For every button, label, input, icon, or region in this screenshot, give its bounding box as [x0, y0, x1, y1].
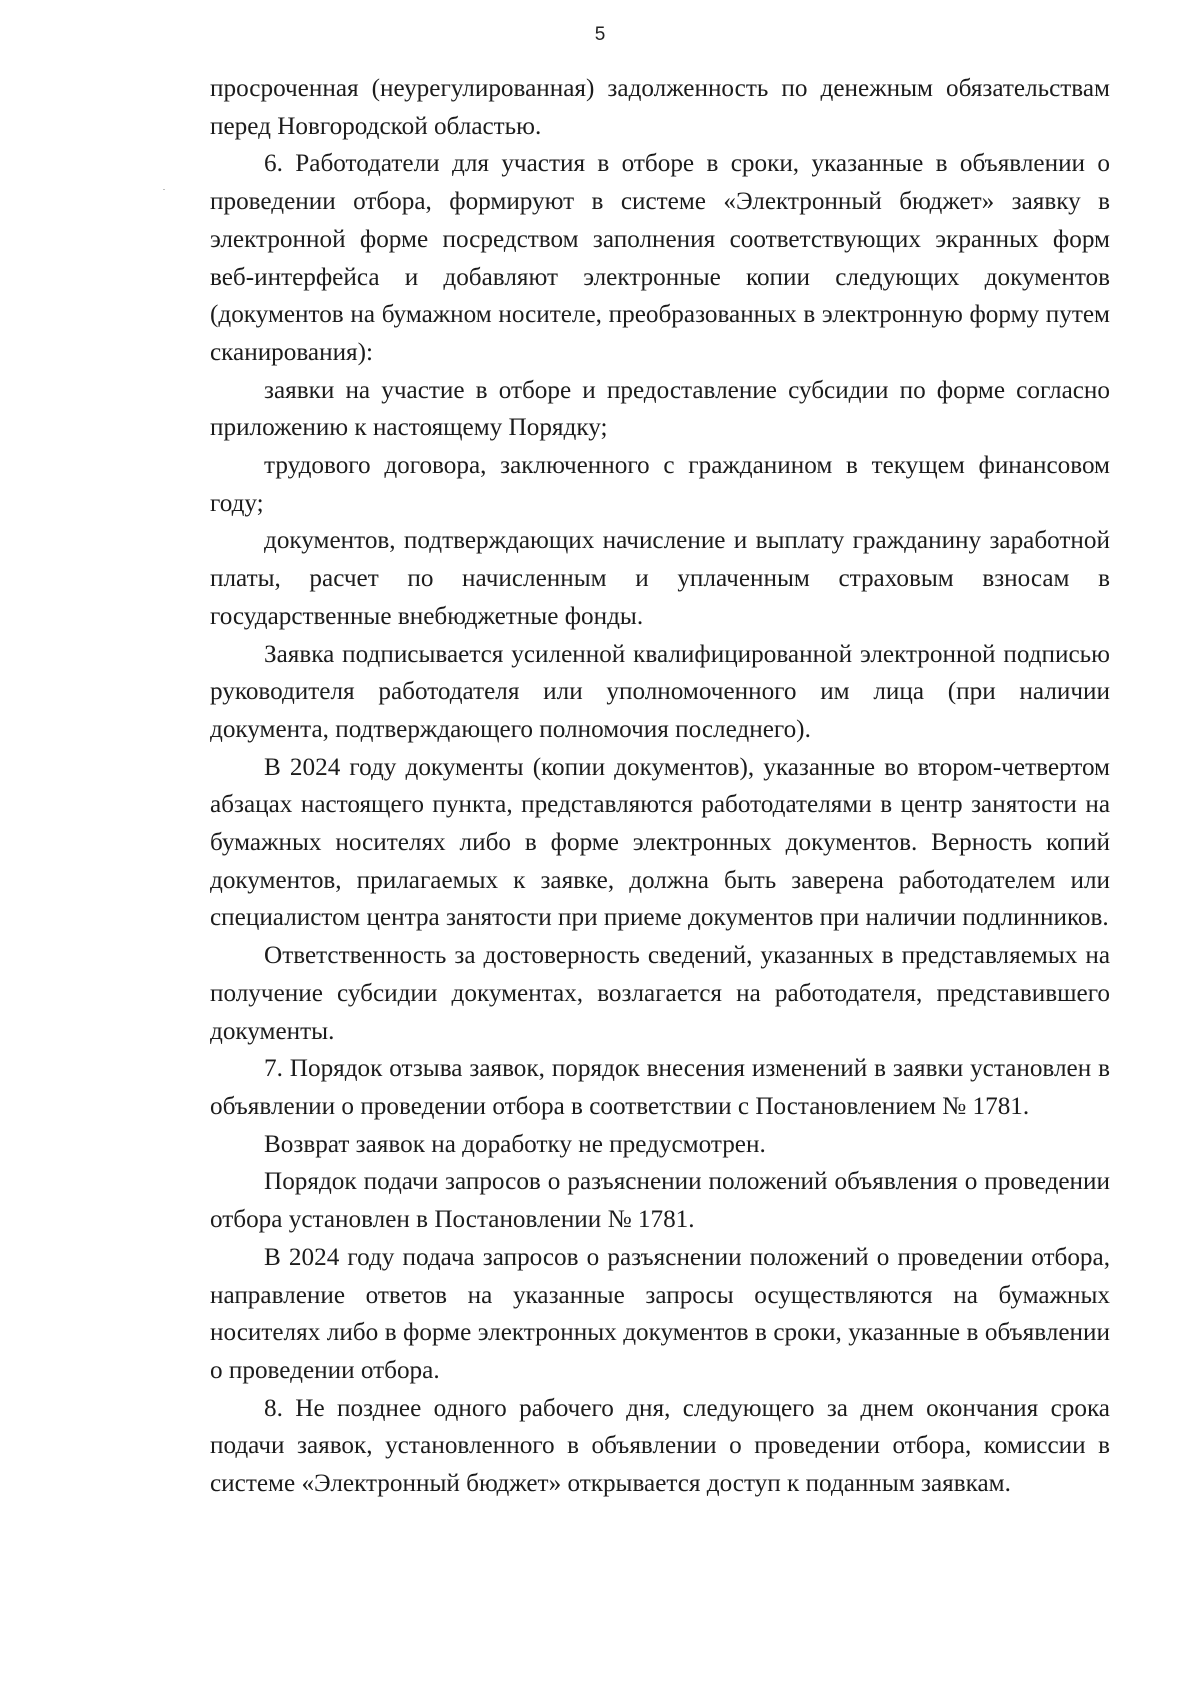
scan-speck: [163, 189, 165, 190]
paragraph-application-form: заявки на участие в отборе и предоставление субсидии по форме согласно приложению к настоящему Порядку;: [210, 376, 1110, 442]
paragraph-item-7: 7. Порядок отзыва заявок, порядок внесения изменений в заявки установлен в объявлении о проведении отбора в соответствии с Постановлением № 1781.: [210, 1055, 1110, 1120]
document-body: [210, 70, 1110, 1503]
paragraph-responsibility: Ответственность за достоверность сведений, указанных в представляемых на получение субсидии документах, возлагается на работодателя, представившего документы.: [210, 942, 1110, 1045]
paragraph-signature: Заявка подписывается усиленной квалифицированной электронной подписью руководителя работодателя или уполномоченного им лица (при наличии документа, подтверждающего полномочия последнего).: [210, 640, 1110, 743]
paragraph-2024-documents: В 2024 году документы (копии документов), указанные во втором-четвертом абзацах настоящего пункта, представляются работодателями в центр занятости на бумажных носителях либо в форме электронных документов. Верность копий документов, прилагаемых к заявке, должна быть заверена работодателем или специалистом центра занятости при приеме документов при наличии подлинников.: [210, 753, 1110, 932]
page-number: 5: [594, 24, 606, 45]
paragraph-salary-documents: документов, подтверждающих начисление и выплату гражданину заработной платы, расчет по начисленным и уплаченным страховым взносам в государственные внебюджетные фонды.: [210, 527, 1110, 630]
paragraph-labor-contract: трудового договора, заключенного с гражданином в текущем финансовом году;: [210, 452, 1110, 517]
paragraph-no-return: Возврат заявок на доработку не предусмотрен.: [264, 1130, 766, 1158]
paragraph-2024-requests: В 2024 году подача запросов о разъяснении положений о проведении отбора, направление ответов на указанные запросы осуществляются на бумажных носителях либо в форме электронных документов в сроки, указанные в объявлении о проведении отбора.: [210, 1243, 1110, 1384]
paragraph-continuation: просроченная (неурегулированная) задолженность по денежным обязательствам перед Новгородской областью.: [210, 75, 1110, 140]
paragraph-clarification-requests: Порядок подачи запросов о разъяснении положений объявления о проведении отбора установлен в Постановлении № 1781.: [210, 1168, 1110, 1234]
paragraph-item-8: 8. Не позднее одного рабочего дня, следующего за днем окончания срока подачи заявок, установленного в объявлении о проведении отбора, комиссии в системе «Электронный бюджет» открывается доступ к поданным заявкам.: [210, 1394, 1110, 1498]
paragraph-item-6: 6. Работодатели для участия в отборе в сроки, указанные в объявлении о проведении отбора, формируют в системе «Электронный бюджет» заявку в электронной форме посредством заполнения соответствующих экранных форм веб-интерфейса и добавляют электронные копии следующих документов (документов на бумажном носителе, преобразованных в электронную форму путем сканирования):: [210, 150, 1110, 366]
